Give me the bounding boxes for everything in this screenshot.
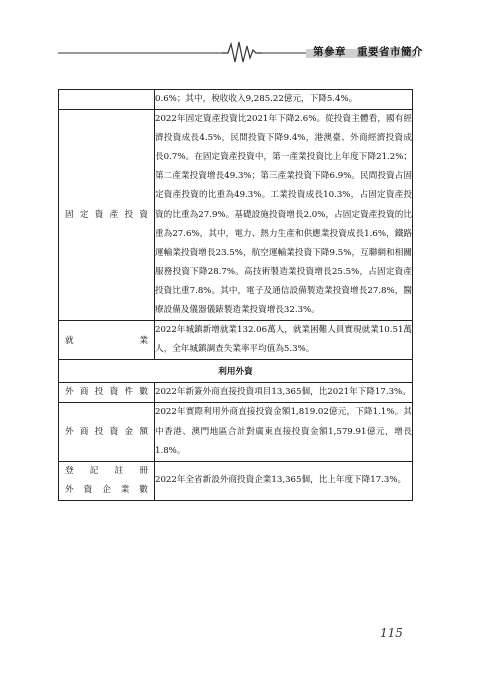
section-header: 利用外資 — [59, 360, 413, 383]
label-foreign-investment-amount: 外商投資金額 — [65, 426, 148, 437]
row-content: 2022年城鎮新增就業132.06萬人，就業困難人員實現就業10.51萬人，全年城鎮調查失業率平均值為5.3%。 — [155, 321, 413, 360]
row-label — [59, 383, 155, 403]
table-row — [59, 461, 413, 500]
row-label — [59, 90, 155, 110]
row-label — [59, 321, 155, 360]
table-row — [59, 383, 413, 403]
label-foreign-investment-count: 外商投資件數 — [65, 387, 148, 398]
row-content: 2022年實際利用外商直接投資金額1,819.02億元，下降1.1%。其中香港、澳門地區合計對廣東直接投資金額1,579.91億元，增長1.8%。 — [155, 403, 413, 461]
page-number: 115 — [380, 626, 403, 640]
page-header — [0, 38, 480, 66]
row-content: 2022年新簽外商直接投資項目13,365個，比2021年下降17.3%。 — [155, 383, 413, 403]
chapter-title: 第參章 重要省市簡介 — [313, 46, 423, 58]
label-fixed-asset-investment: 固定資產投資 — [65, 209, 148, 220]
statistics-table — [58, 89, 413, 501]
row-label — [59, 403, 155, 461]
row-label — [59, 110, 155, 321]
row-content: 0.6%；其中，稅收收入9,285.22億元，下降5.4%。 — [155, 90, 413, 110]
row-label — [59, 461, 155, 500]
label-employment: 就業 — [65, 336, 148, 347]
table-row — [59, 321, 413, 360]
label-registered-line2: 外資企業數 — [65, 484, 148, 495]
table-row — [59, 90, 413, 110]
row-content: 2022年全省新設外商投資企業13,365個，比上年度下降17.3%。 — [155, 461, 413, 500]
label-registered-line1: 登記註冊 — [65, 465, 148, 476]
table-row — [59, 403, 413, 461]
section-header-row — [59, 360, 413, 383]
table-row — [59, 110, 413, 321]
row-content: 2022年固定資產投資比2021年下降2.6%。從投資主體看，國有經濟投資成長4.5%，民間投資下降9.4%，港澳臺、外商經濟投資成長0.7%。在固定資產投資中，第一產業投資比上年度下降21.2%；第二產業投資增長49.3%；第三產業投資下降6.9%。民間投資占固定資產投資的比重為49.3%。工業投資成長10.3%，占固定資產投資的比重為27.9%。基礎設施投資增長2.0%，占固定資產投資的比重為27.6%，其中，電力、熱力生產和供應業投資成長1.6%，鐵路運輸業投資增長23.5%，航空運輸業投資下降9.5%，互聯網和相關服務投資下降28.7%。高技術製造業投資增長25.5%，占固定資產投資比重7.8%。其中，電子及通信設備製造業投資增長27.8%，醫療設備及儀器儀錶製造業投資增長32.3%。 — [155, 110, 413, 321]
